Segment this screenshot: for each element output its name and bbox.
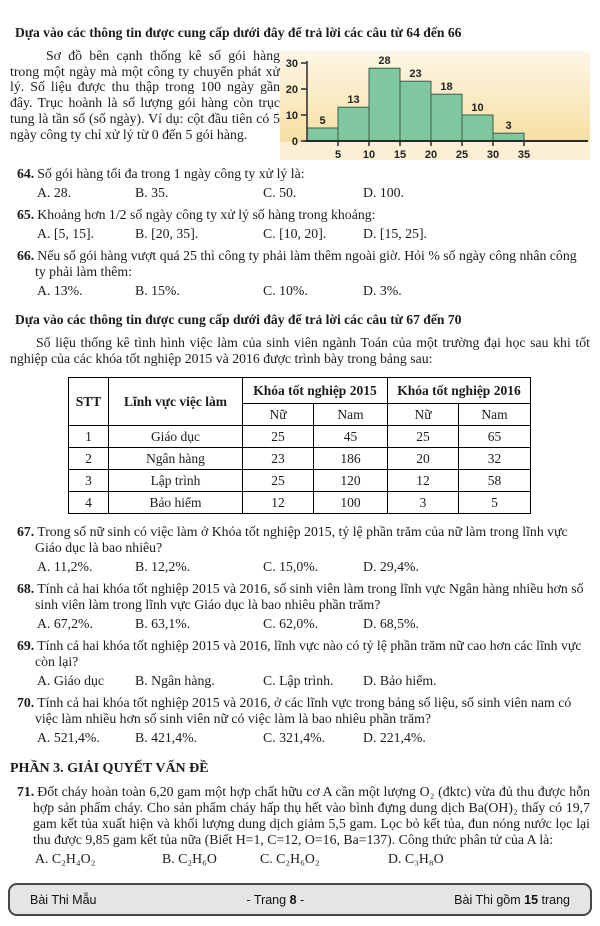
histogram-chart bbox=[280, 51, 590, 160]
col-header-2016: Khóa tốt nghiệp 2016 bbox=[388, 378, 531, 404]
question-65-option-d: D. [15, 25]. bbox=[363, 226, 427, 241]
footer-right-suffix: trang bbox=[538, 892, 570, 907]
subheader-2016-female: Nữ bbox=[388, 404, 459, 426]
question-69-options bbox=[10, 673, 590, 689]
question-64-option-b: B. 35. bbox=[135, 185, 169, 200]
question-67-option-c: C. 15,0%. bbox=[263, 559, 319, 574]
table-row bbox=[69, 470, 531, 492]
question-68-option-c: C. 62,0%. bbox=[263, 616, 319, 631]
question-65-option-b: B. [20, 35]. bbox=[135, 226, 199, 241]
svg-text:20: 20 bbox=[285, 84, 298, 96]
question-70-option-b: B. 421,4%. bbox=[135, 730, 198, 745]
section2-header: Dựa vào các thông tin được cung cấp dưới đây để trả lời các câu từ 67 đến 70 bbox=[15, 312, 462, 327]
footer-center-prefix: - Trang bbox=[246, 892, 290, 907]
cell: 5 bbox=[459, 492, 531, 514]
svg-text:13: 13 bbox=[347, 94, 360, 107]
question-69-option-b: B. Ngân hàng. bbox=[135, 673, 215, 688]
question-68-option-b: B. 63,1%. bbox=[135, 616, 191, 631]
question-68-option-a: A. 67,2%. bbox=[37, 616, 93, 631]
question-69-text: Tính cả hai khóa tốt nghiệp 2015 và 2016, lĩnh vực nào có tỷ lệ phần trăm nữ cao hơn các lĩnh vực còn lại? bbox=[35, 638, 582, 669]
svg-text:15: 15 bbox=[393, 149, 407, 160]
section1-intro-row bbox=[10, 48, 590, 160]
cell: 23 bbox=[243, 448, 314, 470]
svg-text:20: 20 bbox=[424, 149, 438, 160]
question-71-options bbox=[10, 851, 590, 867]
svg-text:3: 3 bbox=[505, 120, 512, 133]
question-67-number: 67. bbox=[17, 524, 35, 539]
cell: Giáo dục bbox=[109, 426, 243, 448]
footer-total-page-number: 15 bbox=[524, 892, 539, 907]
question-68-number: 68. bbox=[17, 581, 35, 596]
question-66 bbox=[10, 248, 590, 280]
cell: 1 bbox=[69, 426, 109, 448]
question-66-number: 66. bbox=[17, 248, 35, 263]
svg-text:18: 18 bbox=[440, 81, 453, 94]
question-65-text: Khoảng hơn 1/2 số ngày công ty xử lý số hàng trong khoảng: bbox=[37, 207, 376, 222]
cell: 25 bbox=[243, 426, 314, 448]
question-69 bbox=[10, 638, 590, 670]
question-71 bbox=[10, 784, 590, 848]
page-footer bbox=[8, 883, 592, 916]
svg-text:10: 10 bbox=[362, 149, 376, 160]
question-68-text: Tính cả hai khóa tốt nghiệp 2015 và 2016, số sinh viên làm trong lĩnh vực Ngân hàng nhiều hơn số sinh viên làm trong lĩnh vực Giáo dục là bao nhiêu phần trăm? bbox=[35, 581, 584, 612]
question-68-options bbox=[10, 616, 590, 632]
question-70-option-c: C. 321,4%. bbox=[263, 730, 326, 745]
cell: 12 bbox=[243, 492, 314, 514]
footer-center-suffix: - bbox=[296, 892, 305, 907]
question-67-options bbox=[10, 559, 590, 575]
question-67-option-a: A. 11,2%. bbox=[37, 559, 93, 574]
question-69-option-d: D. Bảo hiểm. bbox=[363, 673, 437, 688]
question-64 bbox=[10, 166, 590, 182]
question-66-option-d: D. 3%. bbox=[363, 283, 402, 298]
cell: 100 bbox=[314, 492, 388, 514]
question-70-option-d: D. 221,4%. bbox=[363, 730, 426, 745]
question-66-option-c: C. 10%. bbox=[263, 283, 308, 298]
cell: Bảo hiểm bbox=[109, 492, 243, 514]
cell: 3 bbox=[69, 470, 109, 492]
cell: 3 bbox=[388, 492, 459, 514]
question-65-option-c: C. [10, 20]. bbox=[263, 226, 327, 241]
question-71-option-a: A. C₂H₄O₂ bbox=[35, 851, 96, 866]
question-64-text: Số gói hàng tối đa trong 1 ngày công ty xử lý là: bbox=[37, 166, 305, 181]
question-67-option-d: D. 29,4%. bbox=[363, 559, 419, 574]
col-header-2015: Khóa tốt nghiệp 2015 bbox=[243, 378, 388, 404]
section3-header: PHẦN 3. GIẢI QUYẾT VẤN ĐỀ bbox=[10, 761, 209, 776]
question-69-number: 69. bbox=[17, 638, 35, 653]
footer-total-pages bbox=[454, 893, 570, 907]
question-70-options bbox=[10, 730, 590, 746]
svg-text:5: 5 bbox=[319, 115, 326, 127]
question-66-text: Nếu số gói hàng vượt quá 25 thì công ty phải làm thêm ngoài giờ. Hỏi % số ngày công nhân công ty phải làm thêm: bbox=[35, 248, 577, 279]
question-64-option-a: A. 28. bbox=[37, 185, 72, 200]
cell: 25 bbox=[243, 470, 314, 492]
question-71-option-d: D. C₃H₈O bbox=[388, 851, 444, 866]
question-66-option-b: B. 15%. bbox=[135, 283, 180, 298]
question-70-number: 70. bbox=[17, 695, 35, 710]
question-66-option-a: A. 13%. bbox=[37, 283, 83, 298]
svg-text:35: 35 bbox=[517, 149, 531, 160]
question-71-option-b: B. C₂H₆O bbox=[162, 851, 217, 866]
svg-text:10: 10 bbox=[471, 102, 484, 114]
subheader-2015-male: Nam bbox=[314, 404, 388, 426]
question-67 bbox=[10, 524, 590, 556]
svg-text:30: 30 bbox=[285, 58, 298, 70]
question-68-option-d: D. 68,5%. bbox=[363, 616, 419, 631]
subheader-2015-female: Nữ bbox=[243, 404, 314, 426]
question-64-options bbox=[10, 185, 590, 201]
svg-text:30: 30 bbox=[486, 149, 500, 160]
cell: 58 bbox=[459, 470, 531, 492]
question-67-text: Trong số nữ sinh có việc làm ở Khóa tốt nghiệp 2015, tỷ lệ phần trăm của nữ làm trong lĩnh vực Giáo dục là bao nhiêu? bbox=[35, 524, 568, 555]
question-70-option-a: A. 521,4%. bbox=[37, 730, 100, 745]
question-66-options bbox=[10, 283, 590, 299]
question-65-options bbox=[10, 226, 590, 242]
col-header-stt: STT bbox=[69, 378, 109, 426]
question-69-option-a: A. Giáo dục bbox=[37, 673, 105, 688]
question-65-option-a: A. [5, 15]. bbox=[37, 226, 95, 241]
question-64-number: 64. bbox=[17, 166, 35, 181]
svg-text:5: 5 bbox=[334, 149, 342, 160]
cell: 12 bbox=[388, 470, 459, 492]
question-65-number: 65. bbox=[17, 207, 35, 222]
table-header-row bbox=[69, 378, 531, 404]
question-65 bbox=[10, 207, 590, 223]
section1-intro-text: Sơ đồ bên cạnh thống kê số gói hàng trong một ngày mà một công ty chuyển phát xử lý. Số liệu được thu thập trong 100 ngày gần đây. Trục hoành là số lượng gói hàng còn trục tung là tần số (số ngày). Ví dụ: cột đầu tiên có 5 ngày công ty chỉ xử lý từ 0 đến 5 gói hàng. bbox=[10, 48, 280, 142]
svg-text:25: 25 bbox=[455, 149, 469, 160]
cell: 2 bbox=[69, 448, 109, 470]
footer-page-number: 8 bbox=[289, 892, 297, 907]
col-header-field: Lĩnh vực việc làm bbox=[109, 378, 243, 426]
question-71-option-c: C. C₂H₆O₂ bbox=[260, 851, 320, 866]
table-row bbox=[69, 492, 531, 514]
cell: 4 bbox=[69, 492, 109, 514]
section1-header: Dựa vào các thông tin được cung cấp dưới đây để trả lời các câu từ 64 đến 66 bbox=[15, 25, 462, 40]
section2-intro-text: Số liệu thống kê tình hình việc làm của sinh viên ngành Toán của một trường đại học sau khi tốt nghiệp của các khóa tốt nghiệp 2015 và 2016 được trình bày trong bảng sau: bbox=[10, 335, 590, 366]
cell: 120 bbox=[314, 470, 388, 492]
cell: 20 bbox=[388, 448, 459, 470]
footer-right-prefix: Bài Thi gồm bbox=[454, 892, 525, 907]
question-71-text: Đốt cháy hoàn toàn 6,20 gam một hợp chất hữu cơ A cần một lượng O₂ (đktc) vừa đủ thu được hỗn hợp sản phẩm cháy. Cho sản phẩm cháy hấp thụ hết vào bình đựng dung dịch Ba(OH)₂ thấy có 19,7 gam kết tủa xuất hiện và khối lượng dung dịch giảm 5,5 gam. Lọc bỏ kết tủa, đun nóng nước lọc lại thu được 9,85 gam kết tủa nữa (Biết H=1, C=12, O=16, Ba=137). Công thức phân tử của A là: bbox=[33, 784, 590, 847]
footer-page-indicator bbox=[246, 893, 304, 907]
svg-text:23: 23 bbox=[409, 68, 422, 81]
question-64-option-d: D. 100. bbox=[363, 185, 405, 200]
cell: 32 bbox=[459, 448, 531, 470]
cell: 45 bbox=[314, 426, 388, 448]
question-68 bbox=[10, 581, 590, 613]
question-69-option-c: C. Lập trình. bbox=[263, 673, 334, 688]
question-70 bbox=[10, 695, 590, 727]
question-64-option-c: C. 50. bbox=[263, 185, 297, 200]
question-70-text: Tính cả hai khóa tốt nghiệp 2015 và 2016, ở các lĩnh vực trong bảng số liệu, số sinh viên nam có việc làm nhiều hơn số sinh viên nữ có việc làm là bao nhiêu phần trăm? bbox=[35, 695, 572, 726]
cell: 25 bbox=[388, 426, 459, 448]
employment-table bbox=[68, 377, 531, 514]
svg-text:28: 28 bbox=[378, 55, 391, 68]
cell: Ngân hàng bbox=[109, 448, 243, 470]
cell: 65 bbox=[459, 426, 531, 448]
cell: Lập trình bbox=[109, 470, 243, 492]
svg-text:10: 10 bbox=[285, 110, 298, 122]
table-row bbox=[69, 448, 531, 470]
footer-left-text: Bài Thi Mẫu bbox=[30, 892, 97, 907]
question-71-number: 71. bbox=[17, 784, 35, 799]
svg-text:0: 0 bbox=[291, 136, 298, 148]
question-67-option-b: B. 12,2%. bbox=[135, 559, 191, 574]
subheader-2016-male: Nam bbox=[459, 404, 531, 426]
histogram-svg bbox=[280, 51, 590, 160]
table-row bbox=[69, 426, 531, 448]
cell: 186 bbox=[314, 448, 388, 470]
